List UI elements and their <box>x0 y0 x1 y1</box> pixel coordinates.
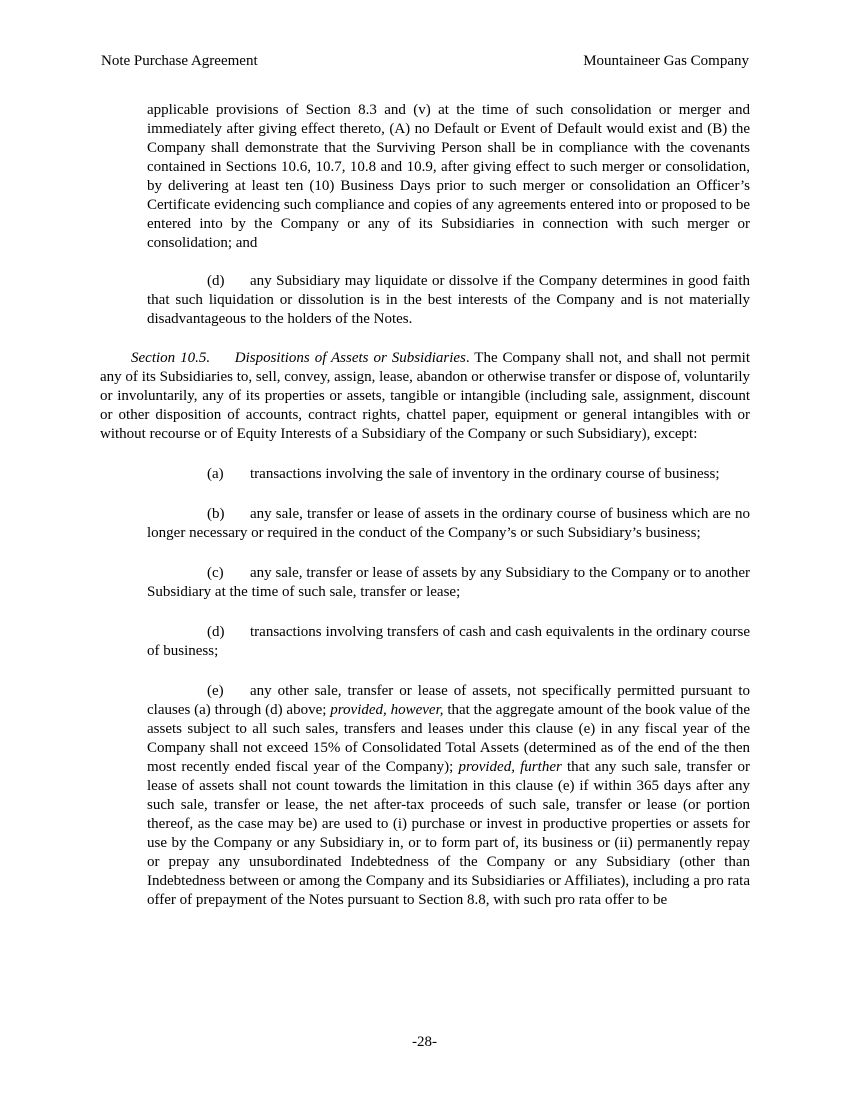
clause-b <box>147 505 750 543</box>
section-text: The Company shall not, and shall not permit any of its Subsidiaries to, sell, convey, assign, lease, abandon or otherwise transfer or dispose of, voluntarily or involuntarily, any of its properties or assets, tangible or intangible (including sale, assignment, discount or other disposition of accounts, contract rights, chattel paper, equipment or general intangibles with or without recourse or of Equity Interests of a Subsidiary of the Company or such Subsidiary), except: <box>100 350 751 442</box>
section-title-end: . <box>465 350 470 366</box>
clause-a <box>147 465 750 484</box>
section-10-5 <box>100 349 750 444</box>
continued-clause <box>147 101 750 253</box>
clause-text: transactions involving transfers of cash and cash equivalents in the ordinary course of business; <box>147 624 750 659</box>
clause-label: (d) <box>207 624 225 640</box>
clause-label: (a) <box>207 466 224 482</box>
clause-d-liquidation <box>147 272 750 329</box>
clause-text: transactions involving the sale of inventory in the ordinary course of business; <box>250 466 720 482</box>
header-title: Note Purchase Agreement <box>101 53 258 69</box>
clause-label: (d) <box>207 273 225 289</box>
clause-e <box>147 682 750 910</box>
page-body <box>100 101 750 910</box>
section-number: Section 10.5. <box>131 350 211 366</box>
continued-paragraph: applicable provisions of Section 8.3 and (v) at the time of such consolidation or merger and immediately after giving effect thereto, (A) no Default or Event of Default would exist and (B) the Company shall demonstrate that the Surviving Person shall be in compliance with the covenants contained in Sections 10.6, 10.7, 10.8 and 10.9, after giving effect to such merger or consolidation, by delivering at least ten (10) Business Days prior to such merger or consolidation an Officer’s Certificate evidencing such compliance and copies of any agreements entered into or proposed to be entered into by the Company or any of its Subsidiaries in connection with such merger or consolidation; and <box>147 102 750 251</box>
clause-text: any sale, transfer or lease of assets by any Subsidiary to the Company or to another Subsidiary at the time of such sale, transfer or lease; <box>147 565 750 600</box>
proviso-however: provided, however, <box>330 702 444 718</box>
section-title: Dispositions of Assets or Subsidiaries <box>234 350 466 366</box>
clause-c <box>147 564 750 602</box>
clause-text-1: any other sale, transfer or lease of assets, not specifically permitted pursuant to clauses (a) through (d) above; <box>147 683 750 718</box>
clause-text: any sale, transfer or lease of assets in the ordinary course of business which are no longer necessary or required in the conduct of the Company’s or such Subsidiary’s business; <box>147 506 750 541</box>
header-company: Mountaineer Gas Company <box>583 53 749 69</box>
clause-label: (e) <box>207 683 224 699</box>
clause-text-2: that the aggregate amount of the book value of the assets subject to all such sales, transfers and leases under this clause (e) in any fiscal year of the Company shall not exceed 15% of Consolidated Total Assets (determined as of the end of the then most recently ended fiscal year of the Company); <box>147 702 750 775</box>
proviso-further: provided, further <box>458 759 562 775</box>
page-number: -28- <box>412 1034 437 1050</box>
clause-text: any Subsidiary may liquidate or dissolve if the Company determines in good faith that such liquidation or dissolution is in the best interests of the Company and is not materially disadvantageous to the holders of the Notes. <box>147 273 750 327</box>
clause-label: (b) <box>207 506 225 522</box>
clause-label: (c) <box>207 565 224 581</box>
clause-d <box>147 623 750 661</box>
clause-text-3: that any such sale, transfer or lease of assets shall not count towards the limitation in this clause (e) if within 365 days after any such sale, transfer or lease, the net after-tax proceeds of such sale, transfer or lease (or portion thereof, as the case may be) are used to (i) purchase or invest in productive properties or assets for use by the Company or any Subsidiary in, or to form part of, its business or (ii) permanently repay or prepay any unsubordinated Indebtedness of the Company or any Subsidiary (other than Indebtedness between or among the Company and its Subsidiaries or Affiliates), including a pro rata offer of prepayment of the Notes pursuant to Section 8.8, with such pro rata offer to be <box>147 759 750 908</box>
